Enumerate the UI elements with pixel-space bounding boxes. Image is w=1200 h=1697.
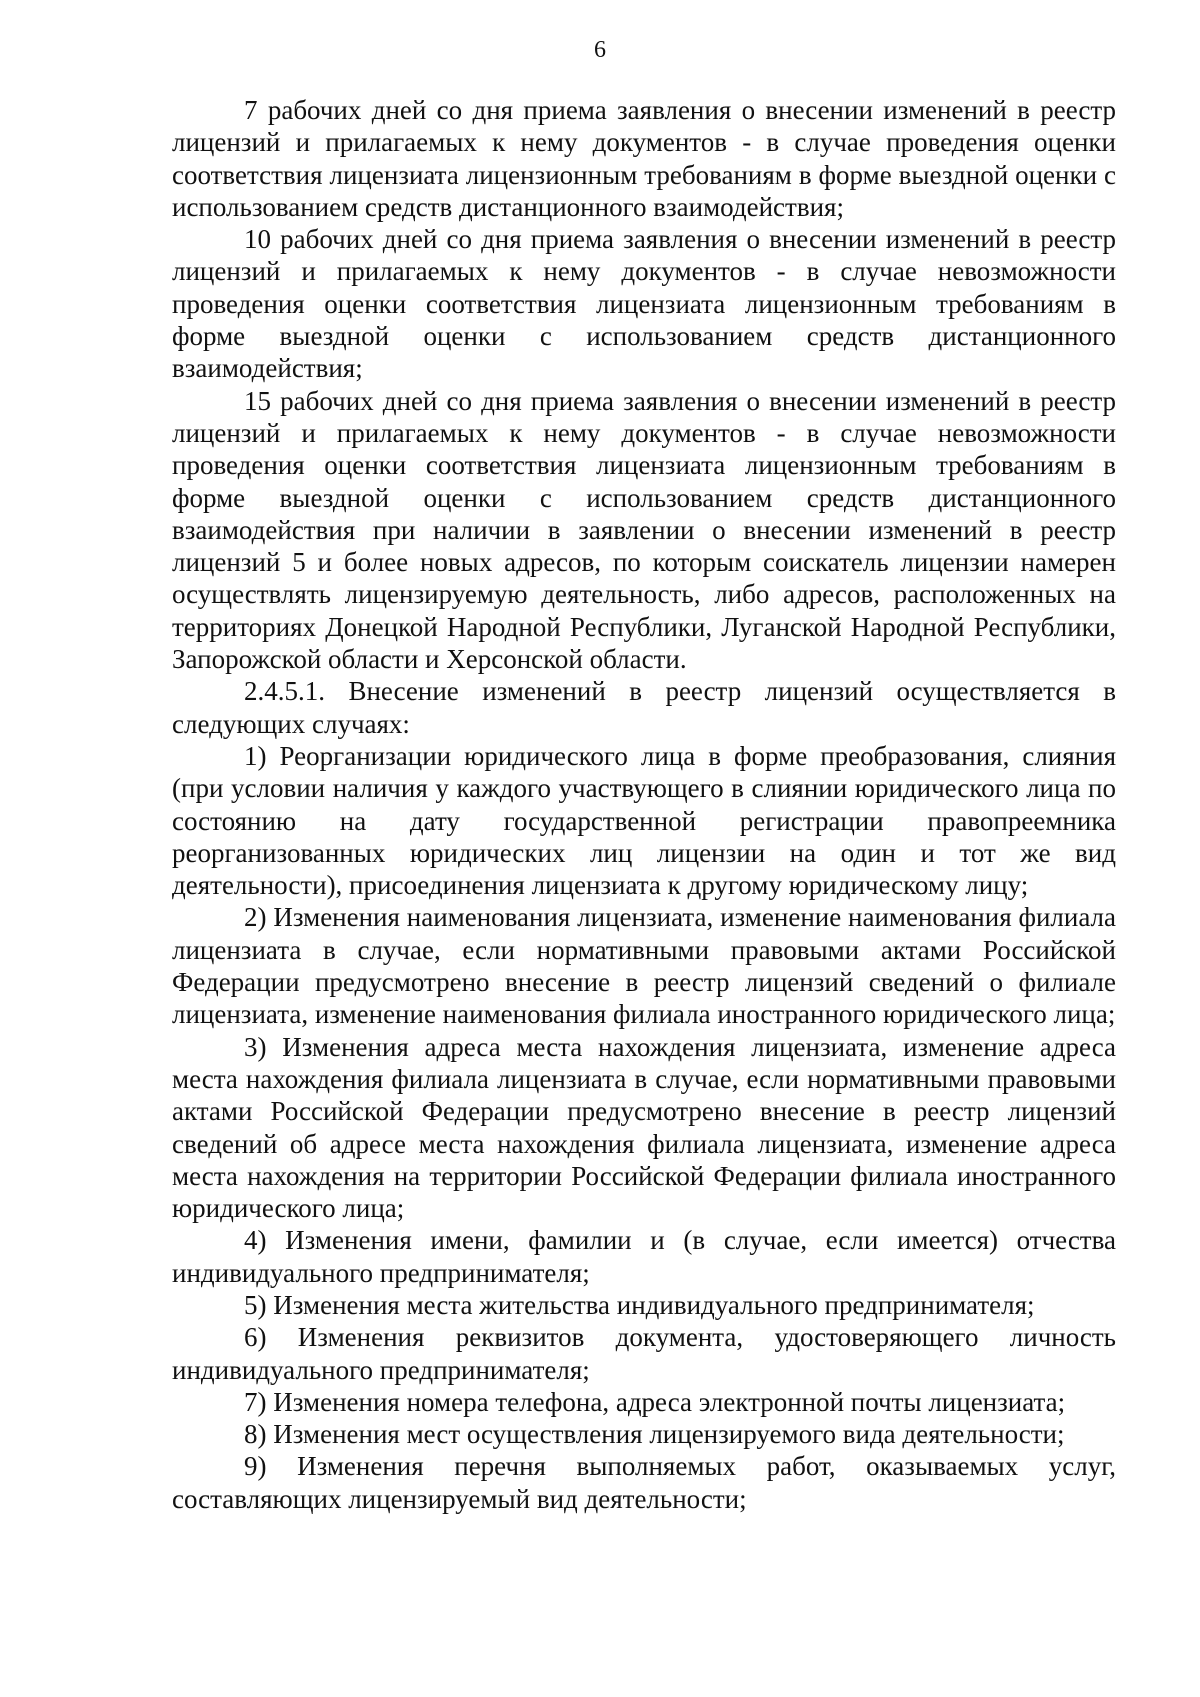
list-item-1-reorganization: 1) Реорганизации юридического лица в форме преобразования, слияния (при условии наличия у каждого участвующего в слиянии юридического лица по состоянию на дату государственной регистрации правопреемника реорганизованных юридических лиц лицензии на один и тот же вид деятельности), присоединения лицензиата к другому юридическому лицу; [172, 740, 1116, 901]
paragraph-section-2-4-5-1: 2.4.5.1. Внесение изменений в реестр лицензий осуществляется в следующих случаях: [172, 676, 1116, 739]
paragraph-term-15-days: 15 рабочих дней со дня приема заявления о внесении изменений в реестр лицензий и прилагаемых к нему документов - в случае невозможности проведения оценки соответствия лицензиата лицензионным требованиям в форме выездной оценки с использованием средств дистанционного взаимодействия при наличии в заявлении о внесении изменений в реестр лицензий 5 и более новых адресов, по которым соискатель лицензии намерен осуществлять лицензируемую деятельность, либо адресов, расположенных на территориях Донецкой Народной Республики, Луганской Народной Республики, Запорожской области и Херсонской области. [172, 385, 1116, 675]
paragraph-term-10-days: 10 рабочих дней со дня приема заявления о внесении изменений в реестр лицензий и прилагаемых к нему документов - в случае невозможности проведения оценки соответствия лицензиата лицензионным требованиям в форме выездной оценки с использованием средств дистанционного взаимодействия; [172, 224, 1116, 384]
list-item-4-personal-name-change: 4) Изменения имени, фамилии и (в случае, если имеется) отчества индивидуального предпринимателя; [172, 1225, 1116, 1288]
list-item-6-identity-document-change: 6) Изменения реквизитов документа, удостоверяющего личность индивидуального предпринимателя; [172, 1322, 1116, 1385]
list-item-5-residence-change: 5) Изменения места жительства индивидуального предпринимателя; [244, 1289, 1035, 1320]
list-item-3-address-change: 3) Изменения адреса места нахождения лицензиата, изменение адреса места нахождения филиала лицензиата в случае, если нормативными правовыми актами Российской Федерации предусмотрено внесение в реестр лицензий сведений об адресе места нахождения филиала лицензиата, изменение адреса места нахождения на территории Российской Федерации филиала иностранного юридического лица; [172, 1031, 1116, 1224]
list-item-2-name-change: 2) Изменения наименования лицензиата, изменение наименования филиала лицензиата в случае, если нормативными правовыми актами Российской Федерации предусмотрено внесение в реестр лицензий сведений о филиале лицензиата, изменение наименования филиала иностранного юридического лица; [172, 902, 1116, 1030]
list-item-7-contact-change: 7) Изменения номера телефона, адреса электронной почты лицензиата; [244, 1386, 1066, 1417]
list-item-8-activity-places-change: 8) Изменения мест осуществления лицензируемого вида деятельности; [244, 1419, 1065, 1450]
page-number: 6 [594, 37, 606, 63]
document-body [172, 94, 1116, 1515]
paragraph-term-7-days: 7 рабочих дней со дня приема заявления о внесении изменений в реестр лицензий и прилагаемых к нему документов - в случае проведения оценки соответствия лицензиата лицензионным требованиям в форме выездной оценки с использованием средств дистанционного взаимодействия; [172, 95, 1116, 222]
list-item-9-works-list-change: 9) Изменения перечня выполняемых работ, оказываемых услуг, составляющих лицензируемый вид деятельности; [172, 1451, 1116, 1514]
